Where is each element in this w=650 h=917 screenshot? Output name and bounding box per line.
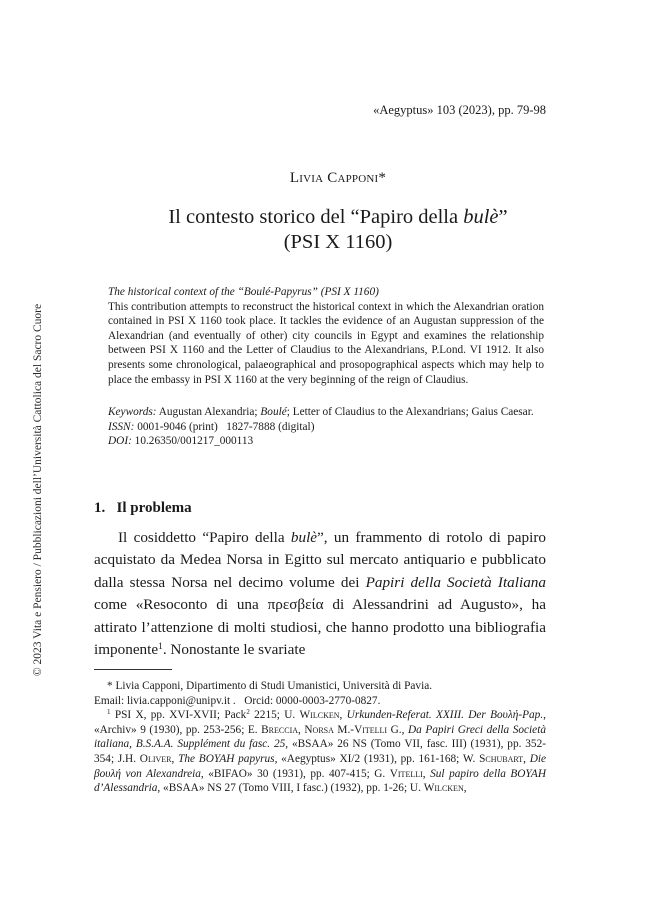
journal-reference: «Aegyptus» 103 (2023), pp. 79-98 — [373, 103, 546, 117]
copyright-notice: © 2023 Vita e Pensiero / Pubblicazioni dell’Università Cattolica del Sacro Cuore — [32, 303, 44, 677]
fn-author: Schubart — [479, 752, 524, 765]
fn-author: Breccia — [261, 723, 299, 736]
author-first-name: Livia — [289, 170, 324, 186]
abstract — [108, 285, 544, 387]
body-text-segment: . Nonostante le svariate — [162, 641, 306, 659]
fn-text: M.- — [333, 723, 355, 736]
issn-label: ISSN: — [108, 420, 135, 433]
fn-text: , «BSAA» NS 27 (Tomo VIII, I fasc.) (1932), pp. 1-26; U. — [157, 782, 424, 795]
fn-text: , — [463, 782, 467, 795]
keywords-italic: Boulé — [260, 406, 287, 418]
fn-author: Wilcken — [299, 709, 340, 722]
footnote-author-contact: Email: livia.capponi@unipv.it . Orcid: 0000-0003-2770-0827. — [94, 694, 381, 707]
keywords — [108, 405, 544, 420]
issn — [108, 420, 544, 435]
fn-superscript: 2 — [246, 708, 250, 717]
body-text-segment: come «Resoconto di una — [94, 596, 268, 614]
title-italic-word: bulè — [463, 206, 499, 228]
title-line-2: (PSI X 1160) — [283, 231, 393, 253]
fn-text: , — [422, 767, 431, 780]
fn-italic-ref: The BOYAH papyrus — [178, 752, 275, 765]
article-metadata — [108, 405, 544, 449]
fn-text: G., — [387, 723, 408, 736]
fn-text: , — [339, 709, 347, 722]
fn-text: , «Archiv» 9 (1930), pp. 253-256; E. — [94, 709, 546, 736]
fn-author: Norsa — [304, 723, 334, 736]
section-heading: 1. Il problema — [94, 500, 192, 516]
author-name — [0, 170, 650, 187]
doi — [108, 434, 544, 449]
body-text-segment: Il cosiddetto “Papiro della — [118, 529, 291, 546]
title-text-b: ” — [498, 206, 508, 228]
fn-italic-ref: Da Papiri Greci della Società italiana, B.S.A.A. Supplément du fasc. 25 — [94, 723, 546, 751]
fn-italic-ref: Sul papiro della BOYAH d’Alessandria — [94, 767, 546, 795]
abstract-title: The historical context of the “Boulé-Papyrus” (PSI X 1160) — [108, 286, 379, 298]
keywords-text-b: ; Letter of Claudius to the Alexandrians; Gaius Caesar. — [286, 406, 534, 418]
fn-text: , «Aegyptus» XI/2 (1931), pp. 161-168; W. — [274, 752, 480, 765]
fn-author: Vitelli — [389, 767, 423, 780]
fn-author: Wilcken — [423, 782, 464, 795]
fn-author: Vitelli — [354, 723, 388, 736]
fn-italic-ref: Die βουλή von Alexandreia — [94, 752, 546, 780]
footnote-number: 1 — [107, 708, 111, 717]
author-footnote-mark: * — [378, 170, 387, 186]
footnote-reference: 1 — [158, 641, 163, 652]
fn-text: PSI X, pp. XVI-XVII; Pack — [110, 709, 247, 722]
footnote-author: * Livia Capponi, Dipartimento di Studi Umanistici, Università di Pavia. — [107, 680, 433, 692]
fn-italic-ref: Urkunden-Referat. XXIII. Der Βουλή-Pap. — [346, 709, 544, 722]
keywords-label: Keywords: — [108, 406, 157, 418]
fn-author: Oliver — [139, 752, 172, 765]
doi-value: 10.26350/001217_000113 — [134, 435, 254, 448]
body-text — [94, 527, 546, 661]
footnote-1 — [94, 708, 546, 796]
footnote-separator — [94, 669, 172, 670]
title-line-1 — [26, 205, 650, 230]
body-italic-bule: bulè — [290, 529, 318, 546]
fn-text: 2215; U. — [249, 709, 300, 722]
body-italic-title: Papiri della Società Italiana — [365, 573, 546, 591]
issn-value: 0001-9046 (print) 1827-7888 (digital) — [137, 420, 315, 433]
body-paragraph — [94, 527, 546, 661]
body-greek-word: πρεσβεία — [267, 596, 324, 614]
body-text-segment: di Alessandrini ad Augusto», ha attirato l’attenzione di molti studiosi, che hanno prodotto una bibliografia imponente — [94, 596, 547, 659]
fn-text: , — [298, 723, 305, 736]
keywords-text-a: Augustan Alexandria; — [158, 406, 258, 418]
abstract-text: This contribution attempts to reconstruct the historical context in which the Alexandrian oration contained in PSI X 1160 took place. It tackles the evidence of an Augustan suppression of the Alexandrian (and eventually of other) city councils in Egypt and examines the relationship between PSI X 1160 and the Letter of Claudius to the Alexandrians, P.Lond. VI 1912. It also presents some chronological, palaeographical and prosopographical aspects which may help to place the embassy in PSI X 1160 at the very beginning of the reign of Claudius. — [108, 300, 544, 386]
fn-text: , «BIFAO» 30 (1931), pp. 407-415; G. — [200, 767, 390, 780]
fn-text: , — [523, 752, 530, 765]
fn-text: , — [171, 752, 179, 765]
body-text-segment: ”, un frammento di rotolo di papiro acquistato da Medea Norsa in Egitto sul mercato antiquario e pubblicato dalla stessa Norsa nel decimo volume dei — [94, 529, 546, 591]
author-last-name: Capponi — [327, 170, 379, 186]
paper-title — [0, 205, 650, 255]
footnotes — [94, 679, 546, 796]
title-text-a: Il contesto storico del “Papiro della — [168, 206, 464, 228]
doi-label: DOI: — [108, 435, 132, 448]
fn-text: , «BSAA» 26 NS (Tomo VII, fasc. III) (1931), pp. 352-354; J.H. — [94, 738, 546, 765]
